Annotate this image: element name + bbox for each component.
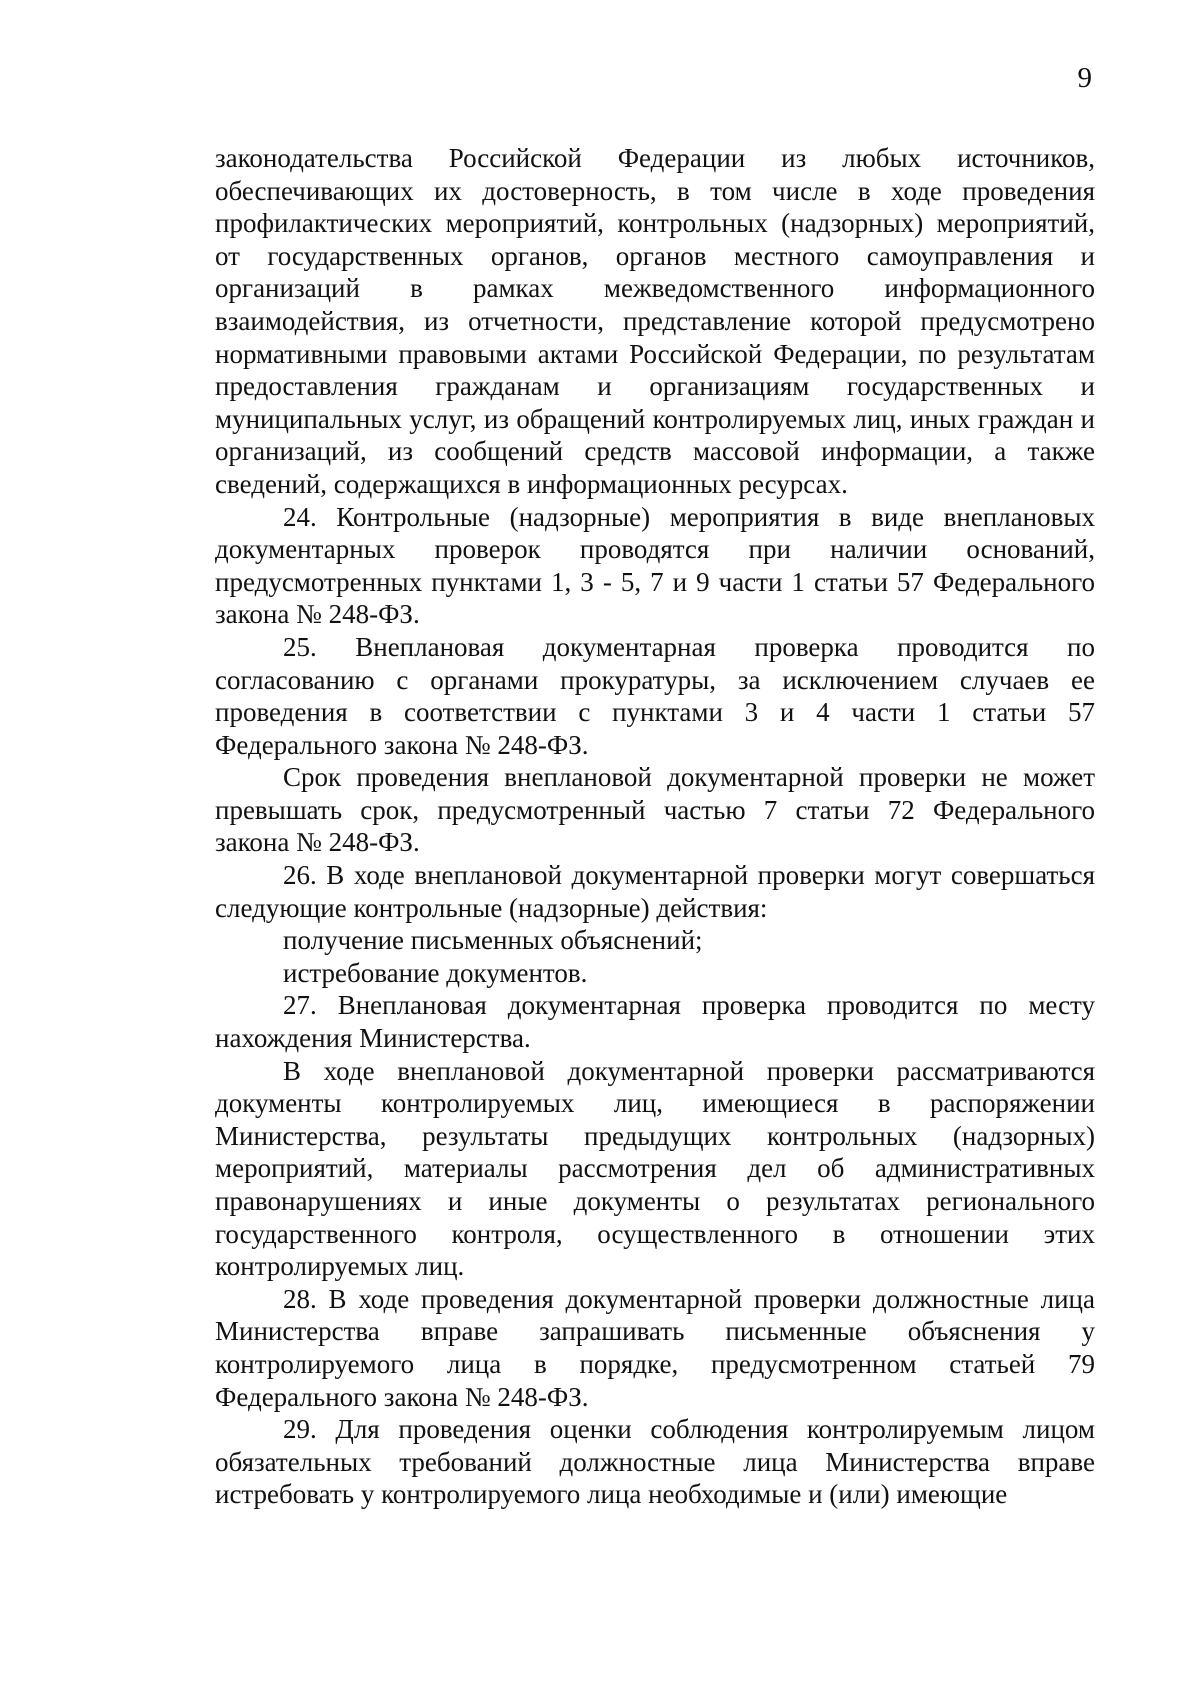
paragraph-26: 26. В ходе внеплановой документарной проверки могут совершаться следующие контрольные (надзорные) действия: bbox=[215, 860, 1095, 923]
paragraph-25-term: Срок проведения внеплановой документарной проверки не может превышать срок, предусмотренный частью 7 статьи 72 Федерального закона № 248-ФЗ. bbox=[215, 762, 1095, 858]
paragraph-29: 29. Для проведения оценки соблюдения контролируемым лицом обязательных требований должностные лица Министерства вправе истребовать у контролируемого лица необходимые и (или) имеющие bbox=[215, 1414, 1095, 1510]
list-item-written-explanations: получение письменных объяснений; bbox=[283, 925, 703, 956]
paragraph-27-review: В ходе внеплановой документарной проверки рассматриваются документы контролируемых лиц, имеющиеся в распоряжении Министерства, результаты предыдущих контрольных (надзорных) мероприятий, материалы рассмотрения дел об административных правонарушениях и иные документы о результатах регионального государственного контроля, осуществленного в отношении этих контролируемых лиц. bbox=[215, 1055, 1095, 1282]
paragraph-27: 27. Внеплановая документарная проверка проводится по месту нахождения Министерства. bbox=[215, 990, 1095, 1054]
paragraph-24: 24. Контрольные (надзорные) мероприятия в виде внеплановых документарных проверок проводятся при наличии оснований, предусмотренных пунктами 1, 3 - 5, 7 и 9 части 1 статьи 57 Федерального закона № 248-ФЗ. bbox=[215, 501, 1095, 630]
list-item-document-request: истребование документов. bbox=[283, 957, 588, 988]
page-number: 9 bbox=[1077, 62, 1092, 94]
paragraph-28: 28. В ходе проведения документарной проверки должностные лица Министерства вправе запрашивать письменные объяснения у контролируемого лица в порядке, предусмотренном статьей 79 Федерального закона № 248-ФЗ. bbox=[215, 1283, 1095, 1412]
paragraph-25: 25. Внеплановая документарная проверка проводится по согласованию с органами прокуратуры, за исключением случаев ее проведения в соответствии с пунктами 3 и 4 части 1 статьи 57 Федерального закона № 248-ФЗ. bbox=[215, 631, 1095, 760]
paragraph-1: законодательства Российской Федерации из любых источников, обеспечивающих их достоверность, в том числе в ходе проведения профилактических мероприятий, контрольных (надзорных) мероприятий, от государственных органов, органов местного самоуправления и организаций в рамках межведомственного информационного взаимодействия, из отчетности, представление которой предусмотрено нормативными правовыми актами Российской Федерации, по результатам предоставления гражданам и организациям государственных и муниципальных услуг, из обращений контролируемых лиц, иных граждан и организаций, из сообщений средств массовой информации, а также сведений, содержащихся в информационных ресурсах. bbox=[215, 143, 1095, 499]
document-body bbox=[215, 142, 1095, 1511]
